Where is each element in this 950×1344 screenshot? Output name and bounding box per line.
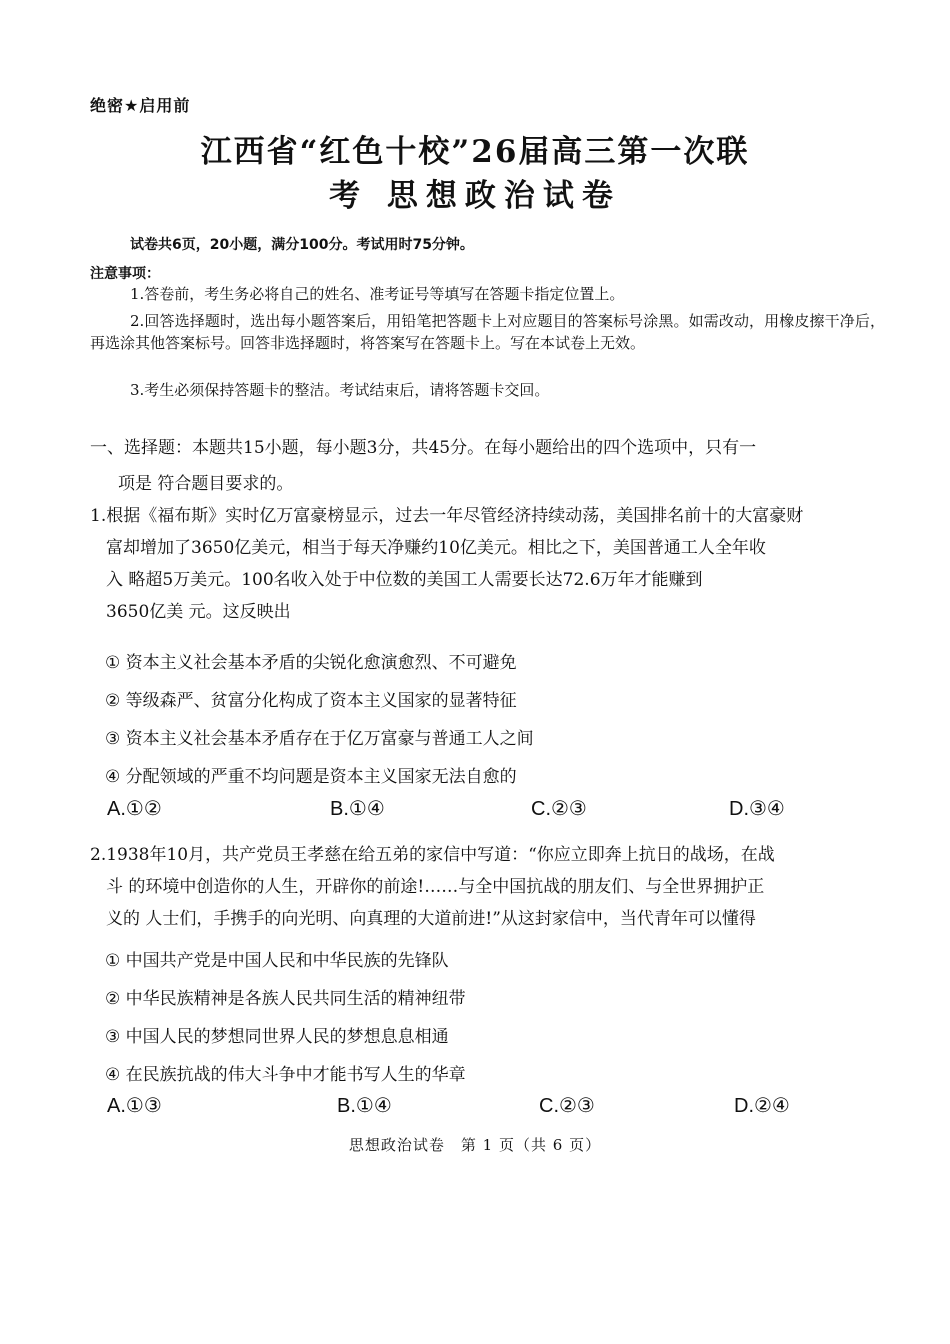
question-stem-line: 斗 的环境中创造你的人生，开辟你的前途!……与全中国抗战的朋友们、与全世界拥护正 [106,877,765,897]
choice-d: D.②④ [734,1095,790,1117]
question-stem-line: 1.根据《福布斯》实时亿万富豪榜显示，过去一年尽管经济持续动荡，美国排名前十的大富豪财 [90,506,804,526]
question-2-option: ① 中国共产党是中国人民和中华民族的先锋队 [105,951,449,971]
section-heading-line1: 一、选择题：本题共15小题，每小题3分，共45分。在每小题给出的四个选项中，只有一 [90,438,757,458]
question-stem-line: 2.1938年10月，共产党员王孝慈在给五弟的家信中写道：“你应立即奔上抗日的战场，在战 [90,845,775,865]
page-footer: 思想政治试卷 第 1 页（共 6 页） [348,1136,602,1154]
question-2-option: ④ 在民族抗战的伟大斗争中才能书写人生的华章 [105,1065,466,1085]
question-1-option: ③ 资本主义社会基本矛盾存在于亿万富豪与普通工人之间 [105,729,534,749]
notes-title: 注意事项： [90,266,160,282]
section-heading [90,430,880,502]
question-stem-line: 富却增加了3650亿美元，相当于每天净赚约10亿美元。相比之下，美国普通工人全年收 [106,538,766,558]
question-stem-line: 入 略超5万美元。100名收入处于中位数的美国工人需要长达72.6万年才能赚到 [106,570,703,590]
choice-c: C.②③ [539,1095,595,1117]
secret-label: 绝密★启用前 [90,96,191,115]
choice-b: B.①④ [330,798,385,820]
question-stem-line: 义的 人士们，手携手的向光明、向真理的大道前进!”从这封家信中，当代青年可以懂得 [106,909,756,929]
question-1-option: ① 资本主义社会基本矛盾的尖锐化愈演愈烈、不可避免 [105,653,517,673]
question-1-stem [90,500,885,628]
note-item: 3.考生必须保持答题卡的整洁。考试结束后，请将答题卡交回。 [130,381,550,399]
question-1-option: ② 等级森严、贫富分化构成了资本主义国家的显著特征 [105,691,517,711]
exam-title-line2: 考 思想政治试卷 [329,178,621,214]
question-1-option: ④ 分配领域的严重不均问题是资本主义国家无法自愈的 [105,767,517,787]
choice-a: A.①③ [107,1095,162,1117]
question-2-choices [107,1093,897,1123]
question-2-stem [90,839,885,935]
question-2-option: ② 中华民族精神是各族人民共同生活的精神纽带 [105,989,466,1009]
note-item: 1.答卷前，考生务必将自己的姓名、准考证号等填写在答题卡指定位置上。 [130,285,625,303]
question-1-choices [107,796,897,826]
question-2-option: ③ 中国人民的梦想同世界人民的梦想息息相通 [105,1027,449,1047]
note-item: 2.回答选择题时，选出每小题答案后，用铅笔把答题卡上对应题目的答案标号涂黑。如需改动，用橡皮擦干净后，再选涂其他答案标号。回答非选择题时，将答案写在答题卡上。写在本试卷上无效。 [90,312,885,352]
exam-info: 试卷共6页，20小题，满分100分。考试用时75分钟。 [130,237,474,253]
choice-c: C.②③ [531,798,587,820]
section-heading-line2: 项是 符合题目要求的。 [118,474,294,494]
exam-title-line1: 江西省“红色十校”26届高三第一次联 [200,134,750,170]
question-stem-line: 3650亿美 元。这反映出 [106,602,291,622]
choice-d: D.③④ [729,798,785,820]
choice-b: B.①④ [337,1095,392,1117]
choice-a: A.①② [107,798,162,820]
